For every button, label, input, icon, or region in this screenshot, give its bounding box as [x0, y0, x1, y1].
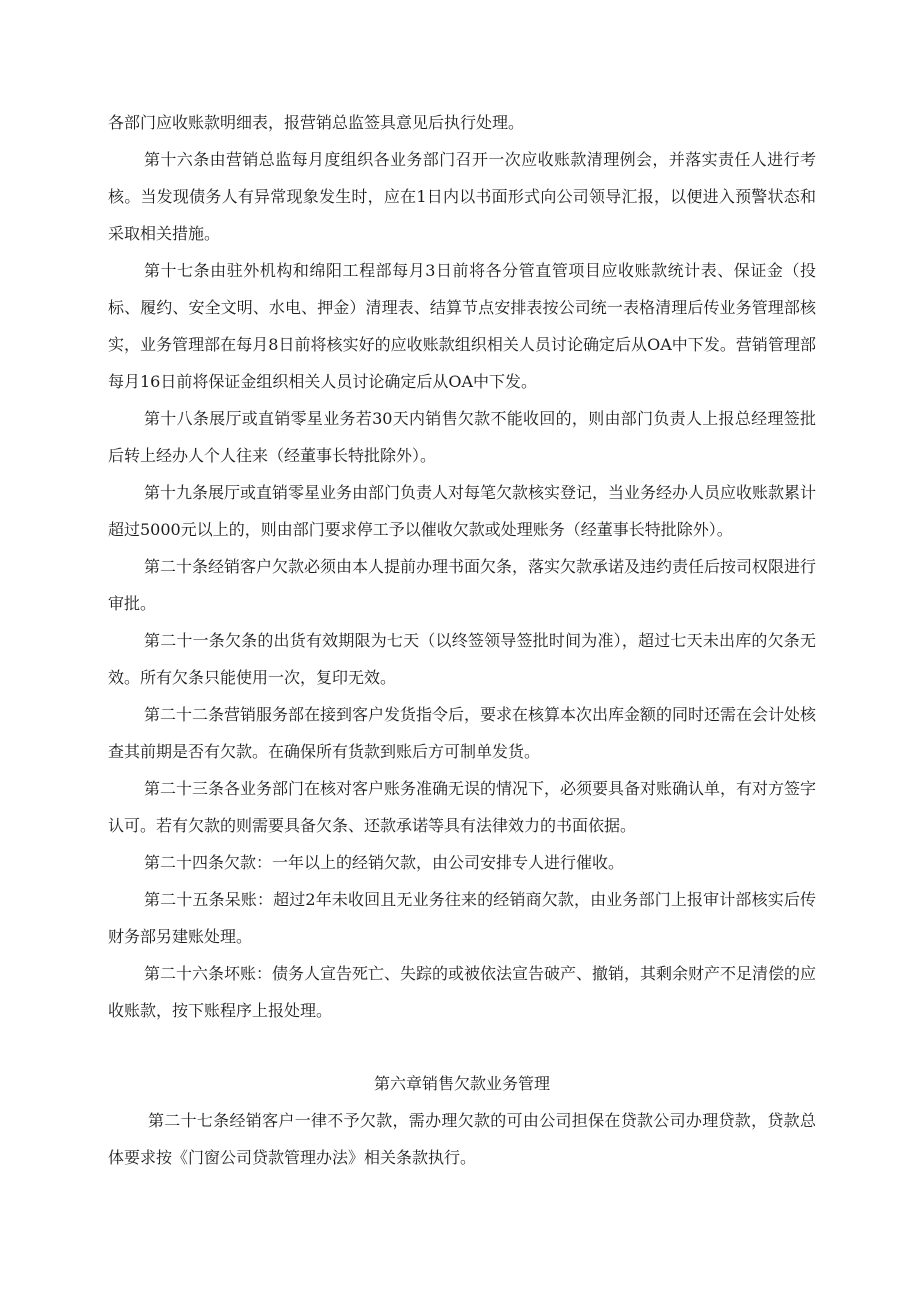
article-16: 第十六条由营销总监每月度组织各业务部门召开一次应收账款清理例会，并落实责任人进行考核。当发现债务人有异常现象发生时，应在1日内以书面形式向公司领导汇报，以便进入预警状态和采取相关措施。 — [108, 150, 816, 243]
article-18: 第十八条展厅或直销零星业务若30天内销售欠款不能收回的，则由部门负责人上报总经理签批后转上经办人个人往来（经董事长特批除外）。 — [108, 409, 816, 465]
document-body — [108, 104, 816, 1176]
article-19: 第十九条展厅或直销零星业务由部门负责人对每笔欠款核实登记，当业务经办人员应收账款累计超过5000元以上的，则由部门要求停工予以催收欠款或处理账务（经董事长特批除外）。 — [108, 483, 817, 539]
article-17: 第十七条由驻外机构和绵阳工程部每月3日前将各分管直管项目应收账款统计表、保证金（投标、履约、安全文明、水电、押金）清理表、结算节点安排表按公司统一表格清理后传业务管理部核实，业务管理部在每月8日前将核实好的应收账款组织相关人员讨论确定后从OA中下发。营销管理部每月16日前将保证金组织相关人员讨论确定后从OA中下发。 — [108, 261, 816, 391]
paragraph-continuation: 各部门应收账款明细表，报营销总监签具意见后执行处理。 — [108, 113, 525, 132]
chapter-title: 第六章销售欠款业务管理 — [373, 1074, 550, 1093]
article-20: 第二十条经销客户欠款必须由本人提前办理书面欠条，落实欠款承诺及违约责任后按司权限进行审批。 — [108, 557, 817, 613]
article-24: 第二十四条欠款：一年以上的经销欠款，由公司安排专人进行催收。 — [144, 853, 625, 872]
article-26: 第二十六条坏账：债务人宣告死亡、失踪的或被依法宣告破产、撤销，其剩余财产不足清偿的应收账款，按下账程序上报处理。 — [108, 964, 817, 1020]
article-22: 第二十二条营销服务部在接到客户发货指令后，要求在核算本次出库金额的同时还需在会计处核查其前期是否有欠款。在确保所有货款到账后方可制单发货。 — [108, 705, 817, 761]
article-23: 第二十三条各业务部门在核对客户账务准确无误的情况下，必须要具备对账确认单，有对方签字认可。若有欠款的则需要具备欠条、还款承诺等具有法律效力的书面依据。 — [108, 779, 817, 835]
article-21: 第二十一条欠条的出货有效期限为七天（以终签领导签批时间为准），超过七天未出库的欠条无效。所有欠条只能使用一次，复印无效。 — [108, 631, 816, 687]
article-27: 第二十七条经销客户一律不予欠款，需办理欠款的可由公司担保在贷款公司办理贷款，贷款总体要求按《门窗公司贷款管理办法》相关条款执行。 — [108, 1111, 816, 1167]
article-25: 第二十五条呆账：超过2年未收回且无业务往来的经销商欠款，由业务部门上报审计部核实后传财务部另建账处理。 — [108, 890, 816, 946]
